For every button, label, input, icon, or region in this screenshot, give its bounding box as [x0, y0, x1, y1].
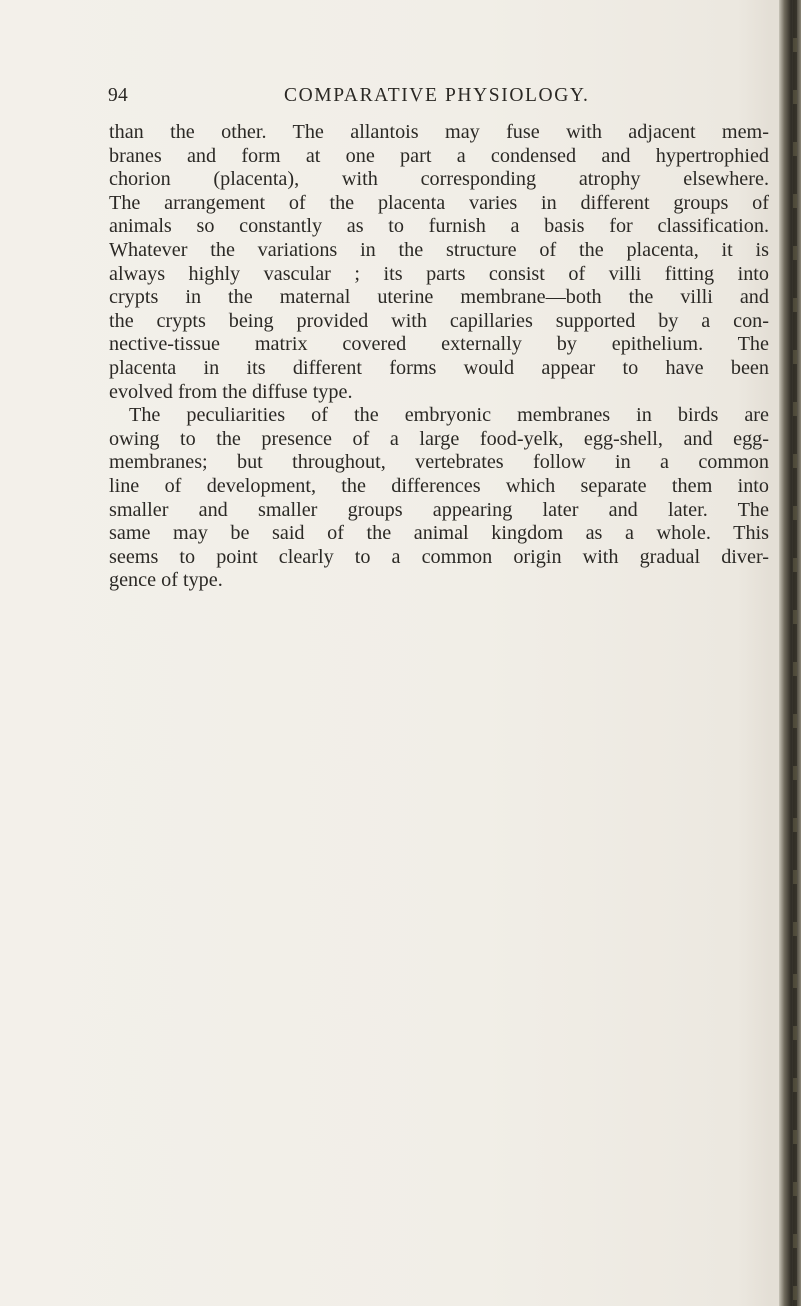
text-line: always highly vascular ; its parts consist of villi fitting into	[109, 262, 769, 285]
text-line: line of development, the differences which separate them into	[109, 474, 769, 497]
page-binding-edge	[779, 0, 801, 1306]
text-line: nective-tissue matrix covered externally by epithelium. The	[109, 333, 769, 356]
text-line: membranes; but throughout, vertebrates follow in a common	[109, 451, 769, 474]
text-line: Whatever the variations in the structure of the placenta, it is	[109, 238, 769, 261]
text-line: evolved from the diffuse type.	[109, 380, 353, 403]
text-line: placenta in its different forms would appear to have been	[109, 356, 769, 379]
text-line: seems to point clearly to a common origin with gradual diver-	[109, 545, 769, 568]
paragraph-first-line: The peculiarities of the embryonic membranes in birds are	[129, 404, 769, 427]
text-line: chorion (placenta), with corresponding atrophy elsewhere.	[109, 168, 769, 191]
text-line: smaller and smaller groups appearing later and later. The	[109, 498, 769, 521]
text-line: The arrangement of the placenta varies in different groups of	[109, 191, 769, 214]
page-title: COMPARATIVE PHYSIOLOGY.	[284, 85, 590, 106]
text-line: owing to the presence of a large food-yelk, egg-shell, and egg-	[109, 427, 769, 450]
running-head	[108, 85, 668, 109]
binding-shadow-stripe	[793, 0, 797, 1306]
text-line: gence of type.	[109, 569, 223, 592]
text-line: same may be said of the animal kingdom as a whole. This	[109, 522, 769, 545]
body-text	[109, 121, 769, 593]
text-line: the crypts being provided with capillaries supported by a con-	[109, 309, 769, 332]
text-line: crypts in the maternal uterine membrane—both the villi and	[109, 286, 769, 309]
text-line: than the other. The allantois may fuse with adjacent mem-	[109, 121, 769, 143]
text-line: branes and form at one part a condensed and hypertrophied	[109, 144, 769, 167]
page-number: 94	[108, 85, 129, 106]
text-line: animals so constantly as to furnish a basis for classification.	[109, 215, 769, 238]
